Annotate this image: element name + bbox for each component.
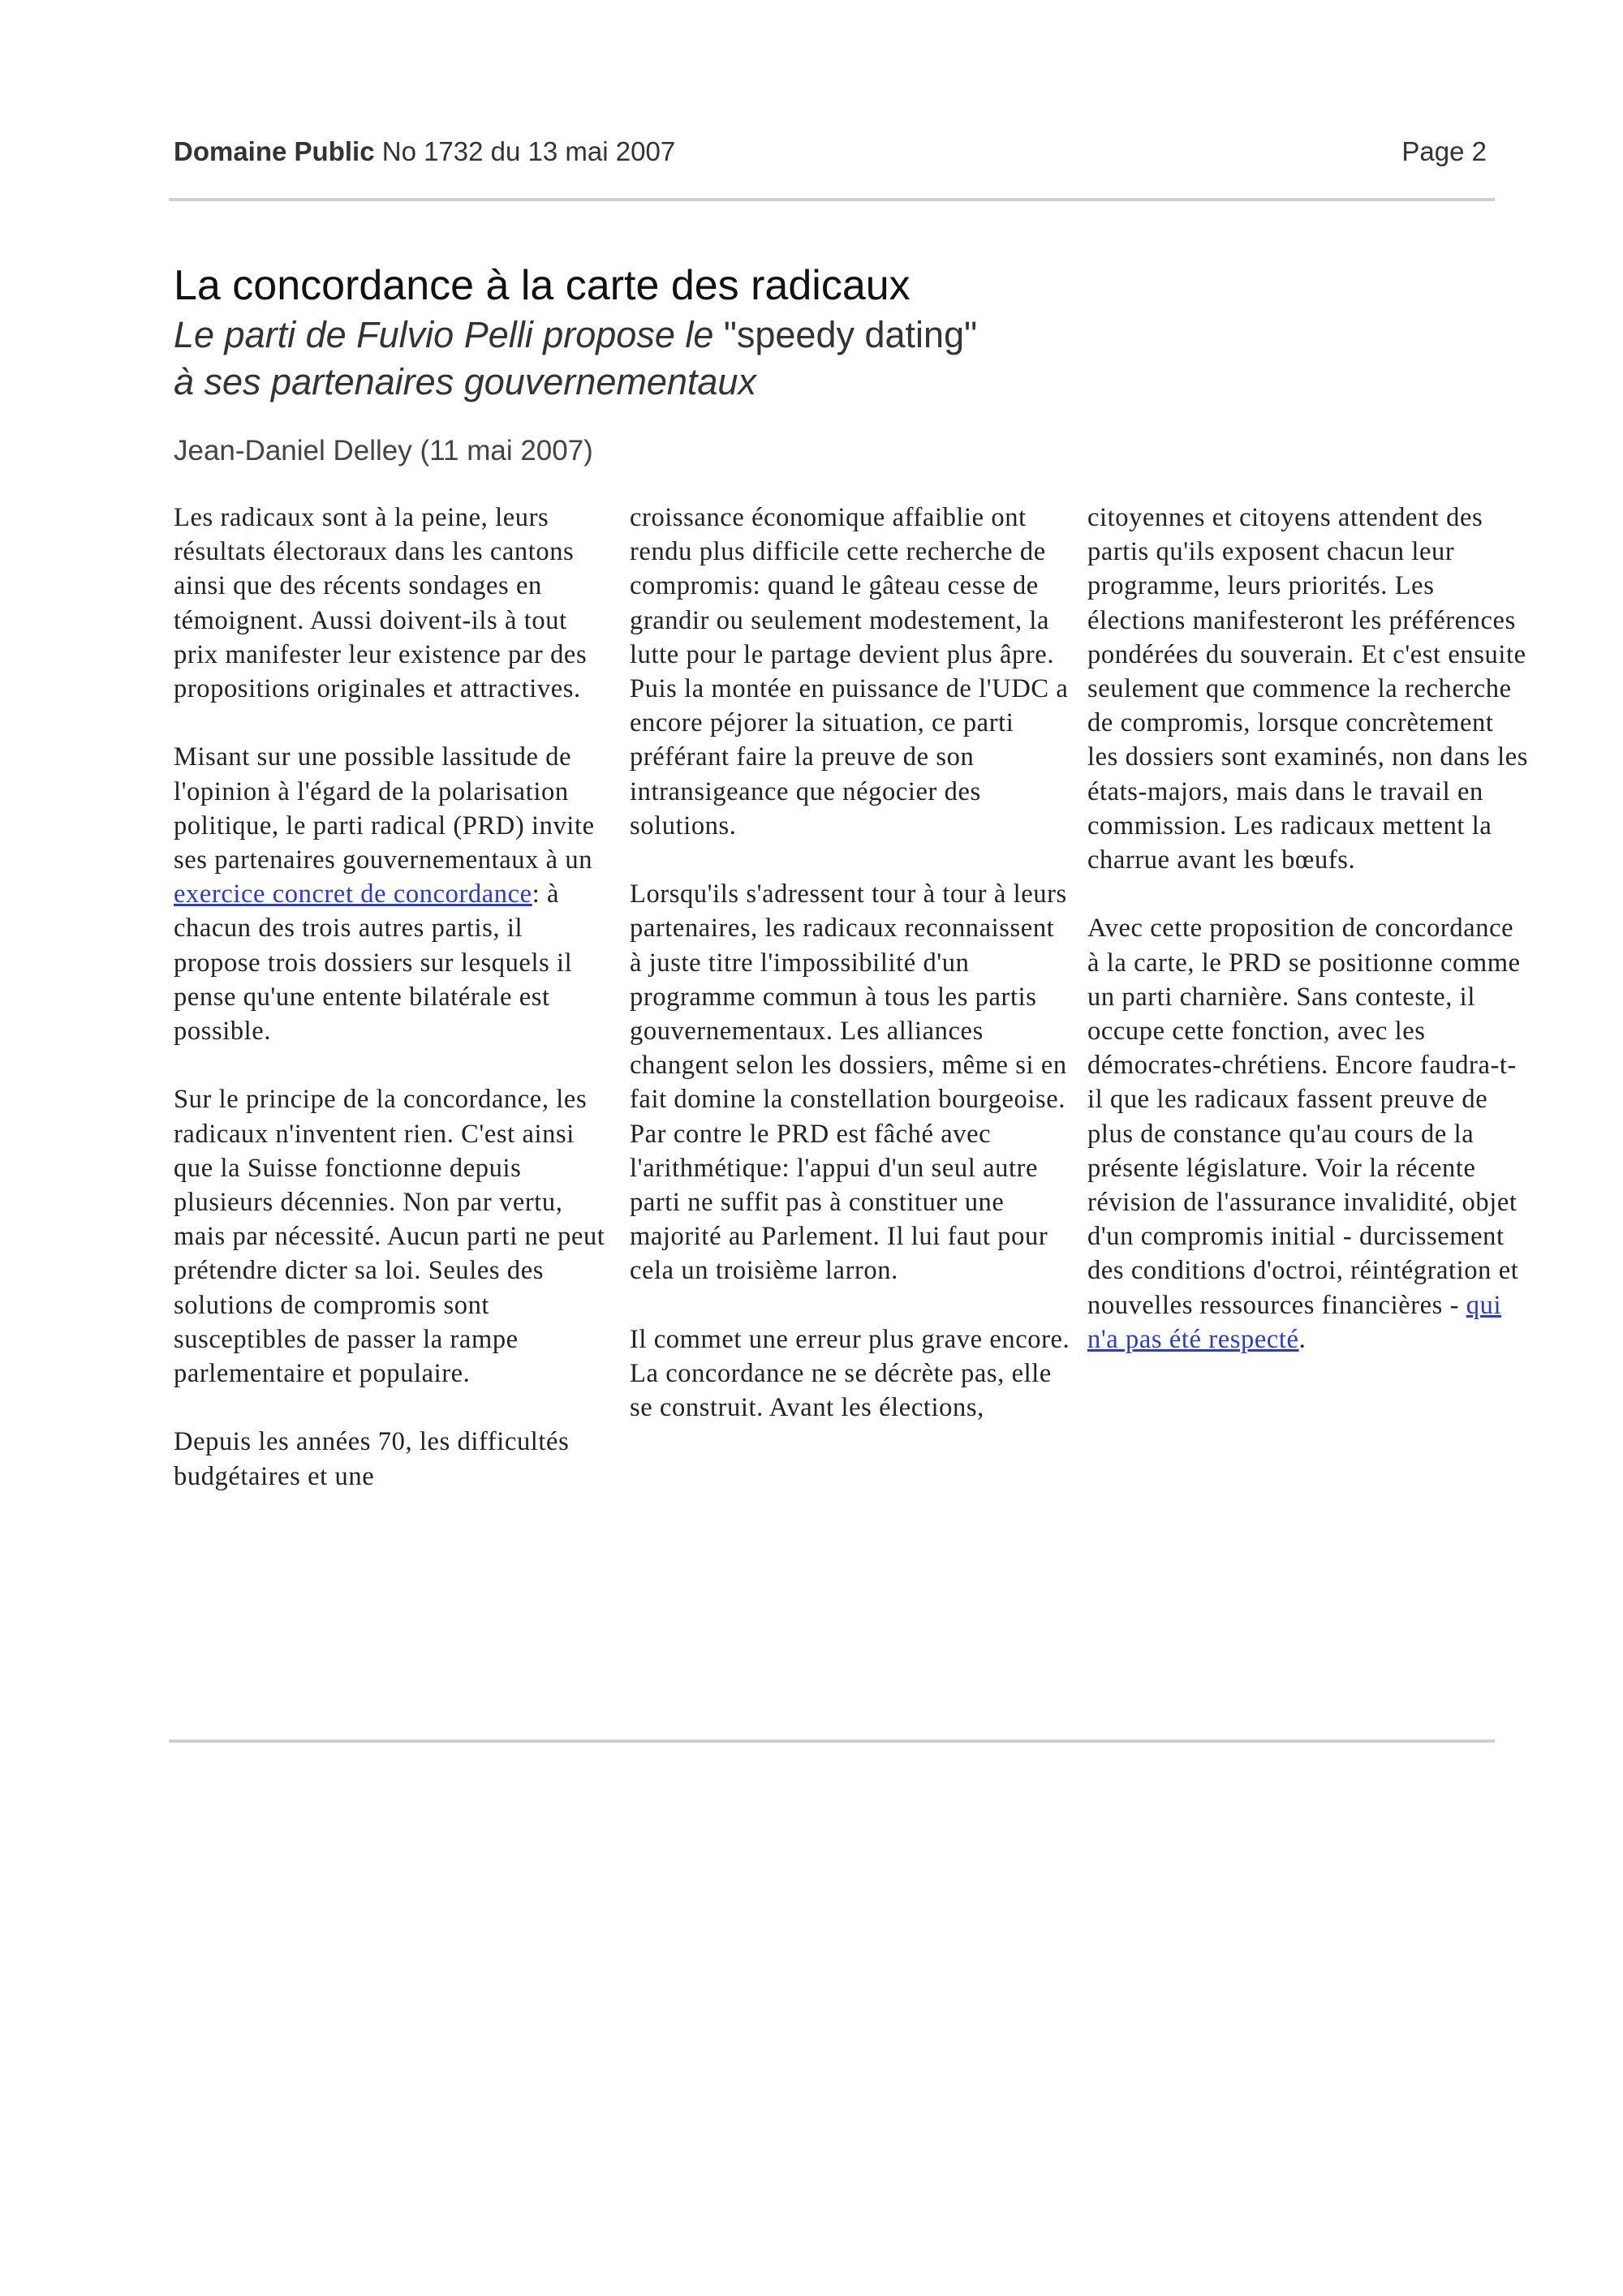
text-column-3	[1087, 501, 1530, 1357]
publication-name: Domaine Public	[174, 136, 375, 166]
subtitle-part-2: à ses partenaires gouvernementaux	[174, 361, 756, 402]
paragraph: croissance économique affaiblie ont rendu plus difficile cette recherche de compromis: quand le gâteau cesse de grandir ou seulement modestement, la lutte pour le partage devient plus âpre. Puis la montée en puissance de l'UDC a encore péjorer la situation, ce parti préférant faire la preuve de son intransigeance que négocier des solutions.	[630, 503, 1069, 841]
article-subtitle	[174, 312, 1066, 406]
text-column-2	[630, 501, 1072, 1425]
paragraph: Lorsqu'ils s'adressent tour à tour à leurs partenaires, les radicaux reconnaissent à juste titre l'impossibilité d'un programme commun à tous les partis gouvernementaux. Les alliances changent selon les dossiers, même si en fait domine la constellation bourgeoise. Par contre le PRD est fâché avec l'arithmétique: l'appui d'un seul autre parti ne suffit pas à constituer une majorité au Parlement. Il lui faut pour cela un troisième larron.	[630, 879, 1067, 1286]
paragraph: citoyennes et citoyens attendent des partis qu'ils exposent chacun leur programme, leurs priorités. Les élections manifesteront les préférences pondérées du souverain. Et c'est ensuite seulement que commence la recherche de compromis, lorsque concrètement les dossiers sont examinés, non dans les états-majors, mais dans le travail en commission. Les radicaux mettent la charrue avant les bœufs.	[1087, 503, 1529, 875]
link-pas-respecte[interactable]: qui n'a pas été respecté	[1087, 1290, 1502, 1354]
subtitle-part-1: Le parti de Fulvio Pelli propose le	[174, 314, 714, 355]
subtitle-quote: "speedy dating"	[723, 314, 978, 355]
paragraph-text: : à chacun des trois autres partis, il propose trois dossiers sur lesquels il pense qu'une entente bilatérale est possible.	[174, 879, 573, 1047]
link-exercice-concret[interactable]: exercice concret de concordance	[174, 879, 532, 909]
paragraph-text: Avec cette proposition de concordance à la carte, le PRD se positionne comme un parti charnière. Sans conteste, il occupe cette fonction, avec les démocrates-chrétiens. Encore faudra-t-il que les radicaux fassent preuve de plus de constance qu'au cours de la présente législature. Voir la récente révision de l'assurance invalidité, objet d'un compromis initial - durcissement des conditions d'octroi, réintégration et nouvelles ressources financières -	[1087, 914, 1521, 1320]
paragraph-text: .	[1298, 1324, 1307, 1354]
paragraph-text: Misant sur une possible lassitude de l'opinion à l'égard de la polarisation politique, le parti radical (PRD) invite ses partenaires gouvernementaux à un	[174, 742, 595, 875]
paragraph: Sur le principe de la concordance, les radicaux n'inventent rien. C'est ainsi que la Suisse fonctionne depuis plusieurs décennies. Non par vertu, mais par nécessité. Aucun parti ne peut prétendre dicter sa loi. Seules des solutions de compromis sont susceptibles de passer la rampe parlementaire et populaire.	[174, 1085, 605, 1389]
paragraph: Les radicaux sont à la peine, leurs résultats électoraux dans les cantons ainsi que des récents sondages en témoignent. Aussi doivent-ils à tout prix manifester leur existence par des propositions originales et attractives.	[174, 503, 588, 704]
header-divider	[169, 198, 1495, 201]
header-publication-line	[174, 136, 675, 167]
issue-info: No 1732 du 13 mai 2007	[381, 136, 676, 166]
article-byline: Jean-Daniel Delley (11 mai 2007)	[174, 435, 593, 467]
page-number: Page 2	[1401, 136, 1487, 166]
paragraph	[1087, 911, 1530, 1357]
article-title: La concordance à la carte des radicaux	[174, 262, 911, 309]
paragraph	[174, 740, 616, 1048]
paragraph: Il commet une erreur plus grave encore. La concordance ne se décrète pas, elle se construit. Avant les élections,	[630, 1324, 1070, 1423]
page-header	[174, 136, 1487, 169]
footer-divider	[169, 1739, 1495, 1743]
text-column-1	[174, 501, 616, 1494]
paragraph: Depuis les années 70, les difficultés budgétaires et une	[174, 1427, 570, 1491]
